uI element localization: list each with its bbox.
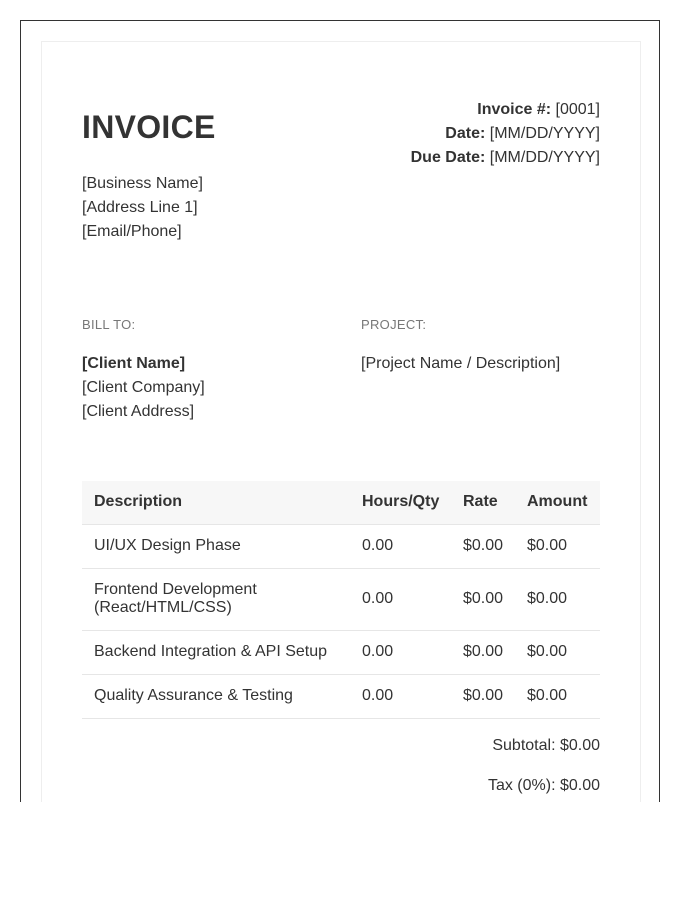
item-rate: $0.00 xyxy=(451,524,515,568)
invoice-due-date-value: [MM/DD/YYYY] xyxy=(489,149,600,166)
item-rate: $0.00 xyxy=(451,568,515,630)
tax-total: Tax (0%): $0.00 xyxy=(487,777,600,794)
bill-to-label: BILL TO: xyxy=(82,317,136,332)
client-address: [Client Address] xyxy=(82,403,195,420)
subtotal: Subtotal: $0.00 xyxy=(492,737,600,754)
project-description: [Project Name / Description] xyxy=(361,355,561,372)
item-amount: $0.00 xyxy=(515,674,600,718)
client-info xyxy=(82,352,205,424)
item-description: Frontend Development (React/HTML/CSS) xyxy=(82,568,350,630)
invoice-date-label: Date: xyxy=(445,125,486,142)
business-address: [Address Line 1] xyxy=(82,199,198,216)
column-header-amount: Amount xyxy=(515,481,600,524)
business-contact: [Email/Phone] xyxy=(82,223,182,240)
line-items-table xyxy=(82,481,600,719)
item-amount: $0.00 xyxy=(515,524,600,568)
business-info xyxy=(82,172,203,244)
table-row xyxy=(82,674,600,718)
invoice-date-value: [MM/DD/YYYY] xyxy=(489,125,600,142)
item-description: Backend Integration & API Setup xyxy=(82,630,350,674)
invoice-number-label: Invoice #: xyxy=(477,101,552,118)
item-qty: 0.00 xyxy=(350,524,451,568)
item-description: UI/UX Design Phase xyxy=(82,524,350,568)
client-company: [Client Company] xyxy=(82,379,205,396)
column-header-hours-qty: Hours/Qty xyxy=(350,481,451,524)
business-name: [Business Name] xyxy=(82,175,203,192)
item-description: Quality Assurance & Testing xyxy=(82,674,350,718)
project-label: PROJECT: xyxy=(361,317,427,332)
item-qty: 0.00 xyxy=(350,674,451,718)
invoice-due-date-label: Due Date: xyxy=(410,149,486,166)
table-row xyxy=(82,524,600,568)
item-amount: $0.00 xyxy=(515,630,600,674)
table-header-row xyxy=(82,481,600,524)
item-rate: $0.00 xyxy=(451,630,515,674)
item-qty: 0.00 xyxy=(350,630,451,674)
invoice-number-value: [0001] xyxy=(555,101,600,118)
invoice-date-line xyxy=(411,122,600,146)
invoice-meta xyxy=(411,98,600,170)
column-header-rate: Rate xyxy=(451,481,515,524)
table-row xyxy=(82,630,600,674)
invoice-due-date-line xyxy=(411,146,600,170)
column-header-description: Description xyxy=(82,481,350,524)
item-rate: $0.00 xyxy=(451,674,515,718)
invoice-title: INVOICE xyxy=(82,109,216,145)
item-qty: 0.00 xyxy=(350,568,451,630)
client-name: [Client Name] xyxy=(82,355,186,372)
item-amount: $0.00 xyxy=(515,568,600,630)
table-row xyxy=(82,568,600,630)
invoice-number-line xyxy=(411,98,600,122)
